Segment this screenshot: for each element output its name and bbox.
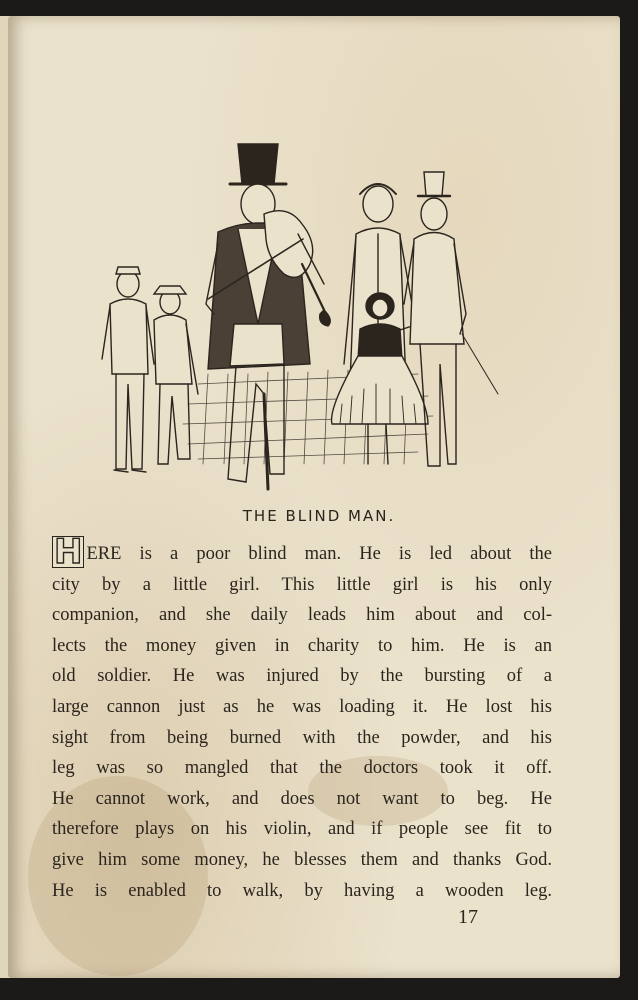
text-line-9: He cannot work, and does not want to beg. He: [52, 788, 552, 809]
blind-man-illustration: [88, 134, 508, 496]
text-line-2: city by a little girl. This little girl is his only: [52, 574, 552, 595]
text-line-12: He is enabled to walk, by having a wooden leg.: [52, 880, 552, 901]
text-line-3: companion, and she daily leads him about and col-: [52, 605, 552, 626]
story-paragraph: [52, 532, 552, 906]
text-line-1: H ERE is a poor blind man. He is led about the: [54, 532, 552, 572]
text-line-8: leg was so mangled that the doctors took it off.: [52, 758, 552, 779]
drop-cap: H: [54, 532, 83, 572]
text-line-4: lects the money given in charity to him. He is an: [52, 635, 552, 656]
text-line-11: give him some money, he blesses them and thanks God.: [52, 849, 552, 870]
illustration-caption: THE BLIND MAN.: [242, 507, 396, 525]
text-line-5: old soldier. He was injured by the bursting of a: [52, 666, 552, 687]
page-number: 17: [458, 906, 478, 928]
text-line-10: therefore plays on his violin, and if people see fit to: [52, 819, 552, 840]
text-line-7: sight from being burned with the powder, and his: [52, 727, 552, 748]
text-line-6: large cannon just as he was loading it. He lost his: [52, 696, 552, 717]
